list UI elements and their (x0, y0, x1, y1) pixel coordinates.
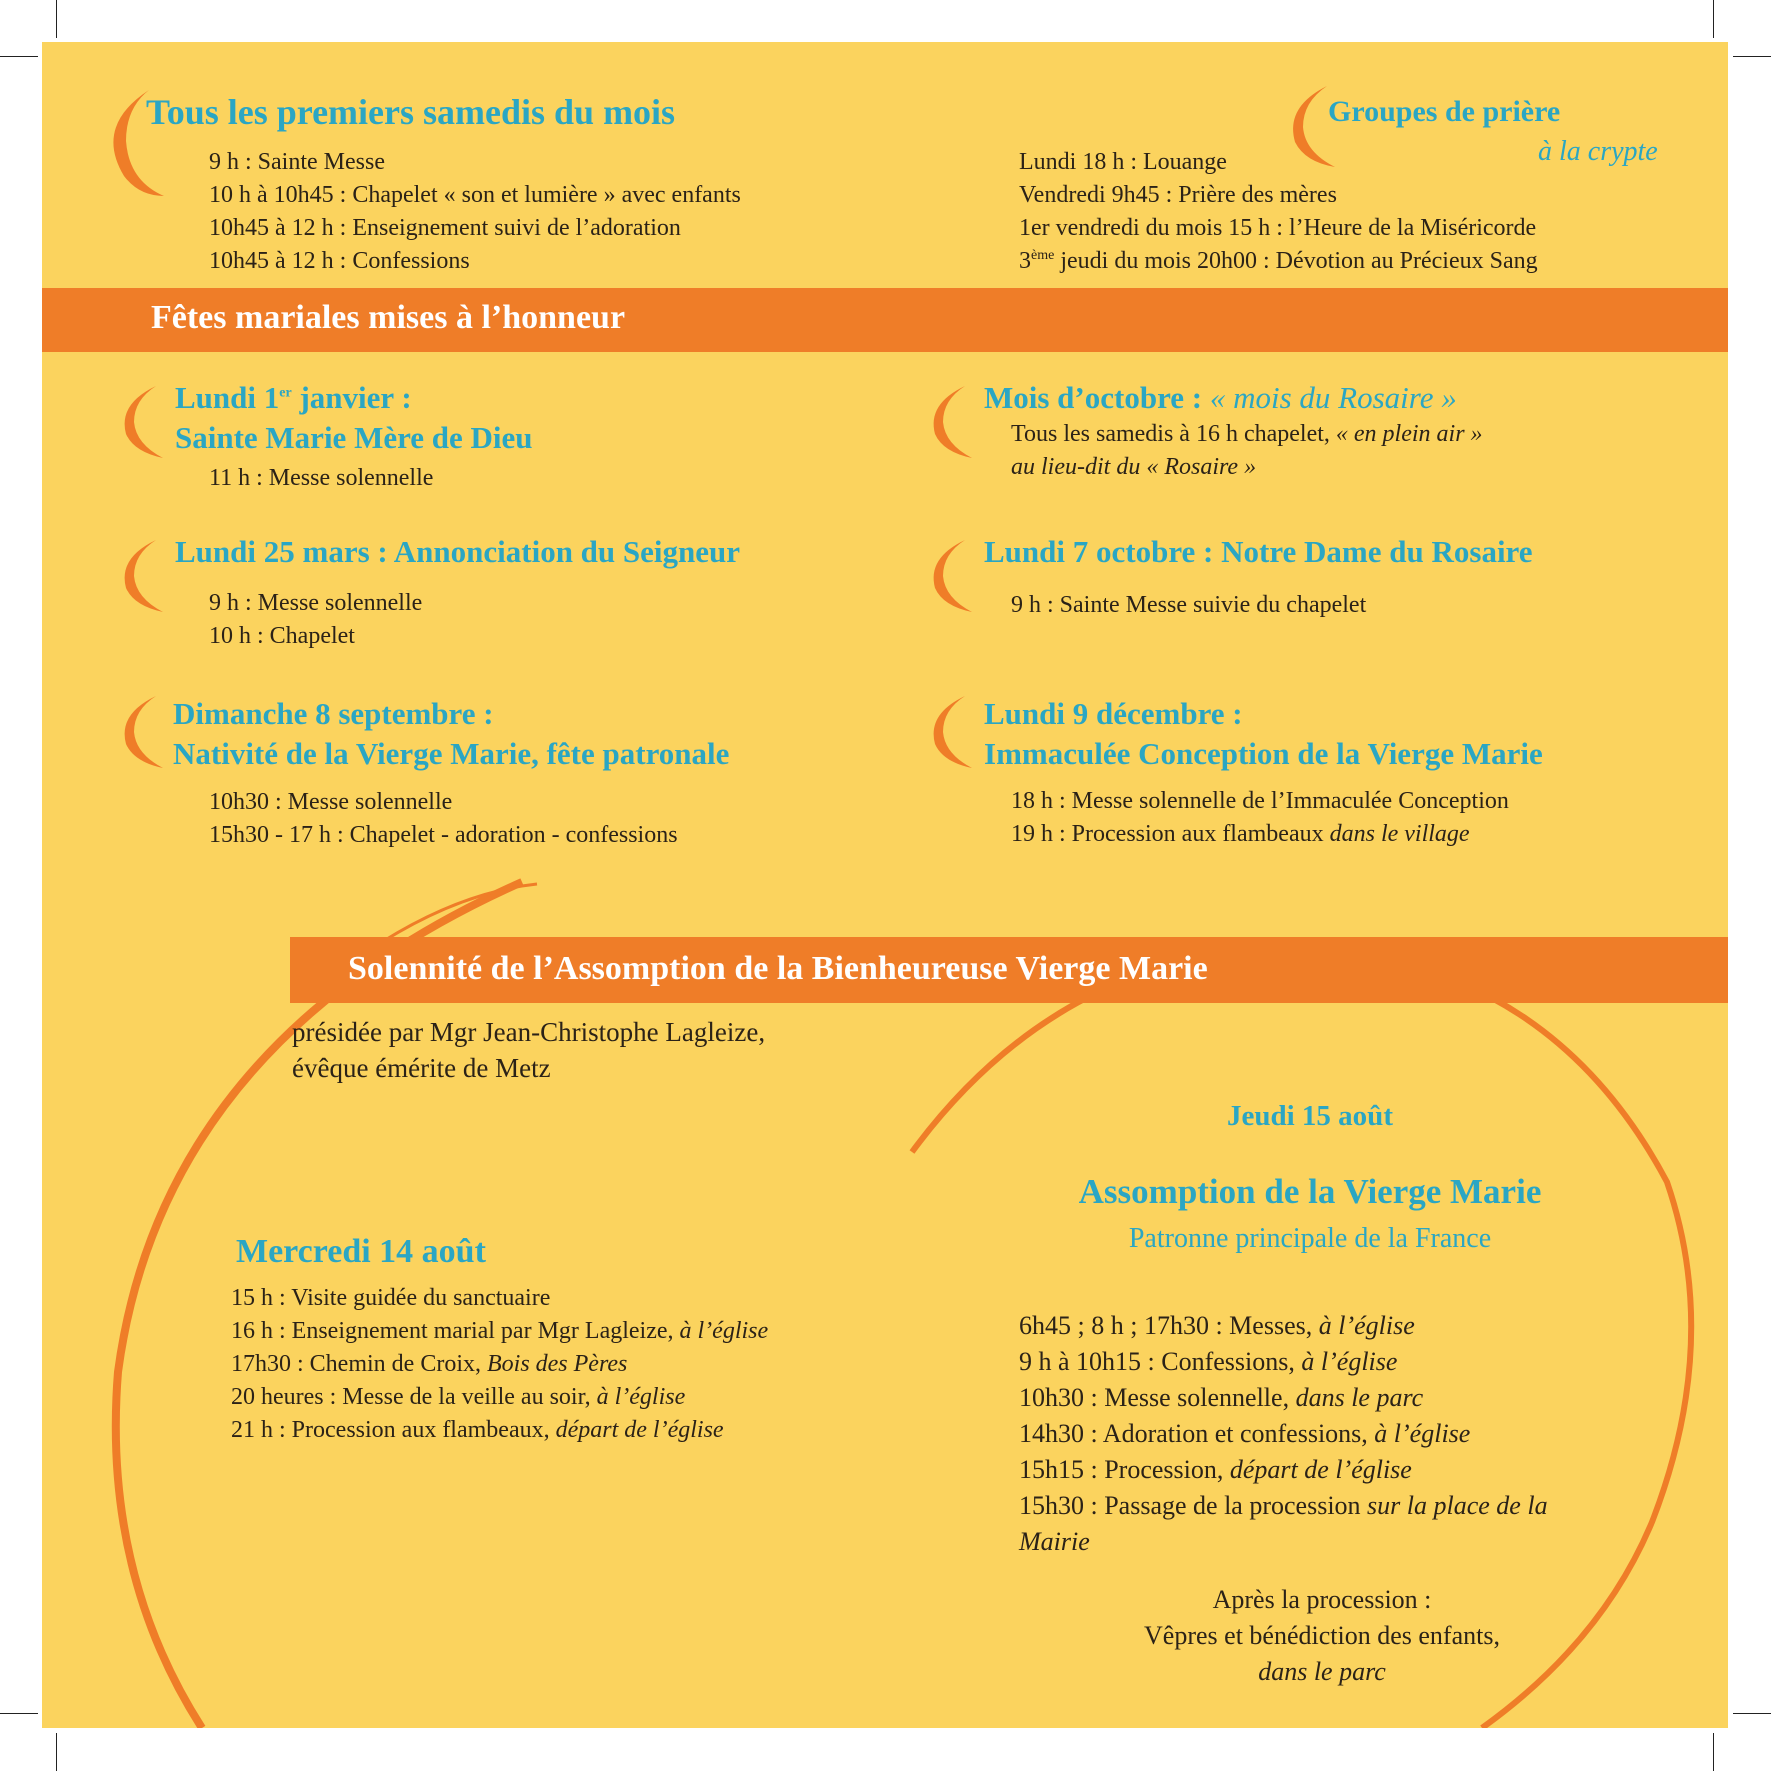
list-item: Vendredi 9h45 : Prière des mères (1019, 182, 1337, 208)
prayer-groups-subtitle: à la crypte (1538, 136, 1658, 167)
after-procession-2: Vêpres et bénédiction des enfants, (1144, 1621, 1500, 1650)
thursday-list (1019, 1308, 1548, 1560)
list-item: 18 h : Messe solennelle de l’Immaculée Conception (1011, 788, 1509, 814)
list-item: 16 h : Enseignement marial par Mgr Lagleize, à l’église (231, 1318, 769, 1344)
crescent-icon (118, 692, 168, 772)
thursday-subtitle: Patronne principale de la France (1128, 1223, 1492, 1254)
list-item: 10h45 à 12 h : Confessions (209, 248, 470, 274)
feast-october-title: Mois d’octobre : « mois du Rosaire » (984, 380, 1457, 415)
crescent-icon (927, 692, 977, 772)
crop-mark (0, 1713, 38, 1714)
feast-sept-title2: Nativité de la Vierge Marie, fête patronale (173, 736, 730, 771)
crescent-icon (118, 382, 168, 462)
crop-mark (0, 56, 38, 57)
list-item: 9 h : Sainte Messe suivie du chapelet (1011, 592, 1367, 618)
list-item: 10 h : Chapelet (209, 623, 355, 649)
list-item: au lieu-dit du « Rosaire » (1011, 454, 1257, 480)
list-item: 14h30 : Adoration et confessions, à l’église (1019, 1419, 1471, 1448)
first-saturdays-title: Tous les premiers samedis du mois (146, 92, 676, 132)
list-item: 19 h : Procession aux flambeaux dans le village (1011, 821, 1470, 847)
list-item: 6h45 ; 8 h ; 17h30 : Messes, à l’église (1019, 1311, 1415, 1340)
list-item: 10h30 : Messe solennelle, dans le parc (1019, 1383, 1424, 1412)
list-item: Mairie (1019, 1527, 1090, 1556)
presided-line-2: évêque émérite de Metz (292, 1053, 551, 1083)
feast-sept-title: Dimanche 8 septembre : (173, 696, 494, 731)
feast-dec-title: Lundi 9 décembre : (984, 696, 1243, 731)
list-item: 9 h : Sainte Messe (209, 149, 385, 175)
marian-feasts-band-title: Fêtes mariales mises à l’honneur (151, 299, 626, 336)
crop-mark (1713, 0, 1714, 38)
crescent-icon (927, 536, 977, 616)
prayer-groups-title: Groupes de prière (1328, 95, 1561, 128)
list-item: 20 heures : Messe de la veille au soir, à l’église (231, 1384, 686, 1410)
crop-mark (56, 1733, 57, 1771)
feast-jan-title2: Sainte Marie Mère de Dieu (175, 420, 533, 455)
list-item: 15h30 : Passage de la procession sur la place de la (1019, 1491, 1548, 1520)
feast-jan-title: Lundi 1er janvier : (175, 380, 412, 415)
list-item: Tous les samedis à 16 h chapelet, « en plein air » (1011, 421, 1483, 447)
list-item: 15h30 - 17 h : Chapelet - adoration - confessions (209, 822, 678, 848)
wednesday-list (231, 1282, 768, 1447)
list-item: 17h30 : Chemin de Croix, Bois des Pères (231, 1351, 628, 1377)
list-item: 1er vendredi du mois 15 h : l’Heure de la Miséricorde (1019, 215, 1537, 241)
first-saturdays-list (209, 146, 741, 278)
crescent-icon (118, 536, 168, 616)
feast-oct7-title: Lundi 7 octobre : Notre Dame du Rosaire (984, 534, 1533, 569)
brochure-panel (42, 42, 1728, 1728)
after-procession-1: Après la procession : (1212, 1585, 1432, 1614)
after-procession-3: dans le parc (1258, 1657, 1386, 1686)
thursday-date: Jeudi 15 août (1227, 1100, 1393, 1132)
wednesday-title: Mercredi 14 août (236, 1233, 486, 1270)
crop-mark (1713, 1733, 1714, 1771)
crop-mark (56, 0, 57, 38)
list-item: 9 h à 10h15 : Confessions, à l’église (1019, 1347, 1398, 1376)
thursday-title: Assomption de la Vierge Marie (1078, 1172, 1542, 1211)
list-item: 10h30 : Messe solennelle (209, 789, 453, 815)
feast-sept-list (209, 786, 678, 852)
list-item: 10 h à 10h45 : Chapelet « son et lumière » avec enfants (209, 182, 741, 208)
marian-feasts-band (42, 288, 1728, 352)
list-item: Lundi 18 h : Louange (1019, 149, 1227, 175)
list-item: 21 h : Procession aux flambeaux, départ de l’église (231, 1417, 724, 1443)
assumption-band (290, 937, 1728, 1003)
feast-dec-list (1011, 785, 1509, 851)
list-item: 15 h : Visite guidée du sanctuaire (231, 1285, 551, 1311)
list-item: 11 h : Messe solennelle (209, 465, 434, 491)
list-item: 10h45 à 12 h : Enseignement suivi de l’adoration (209, 215, 681, 241)
assumption-band-title: Solennité de l’Assomption de la Bienheureuse Vierge Marie (348, 950, 1208, 987)
crop-mark (1733, 56, 1771, 57)
feast-march-title: Lundi 25 mars : Annonciation du Seigneur (175, 534, 741, 569)
prayer-groups-list (1019, 146, 1538, 278)
list-item: 9 h : Messe solennelle (209, 590, 423, 616)
feast-dec-title2: Immaculée Conception de la Vierge Marie (984, 736, 1543, 771)
presided-line-1: présidée par Mgr Jean-Christophe Lagleize, (292, 1017, 766, 1047)
feast-march-list (209, 587, 422, 653)
list-item: 3ème jeudi du mois 20h00 : Dévotion au Précieux Sang (1019, 248, 1538, 274)
crescent-icon (927, 382, 977, 462)
crop-mark (1733, 1713, 1771, 1714)
list-item: 15h15 : Procession, départ de l’église (1019, 1455, 1412, 1484)
